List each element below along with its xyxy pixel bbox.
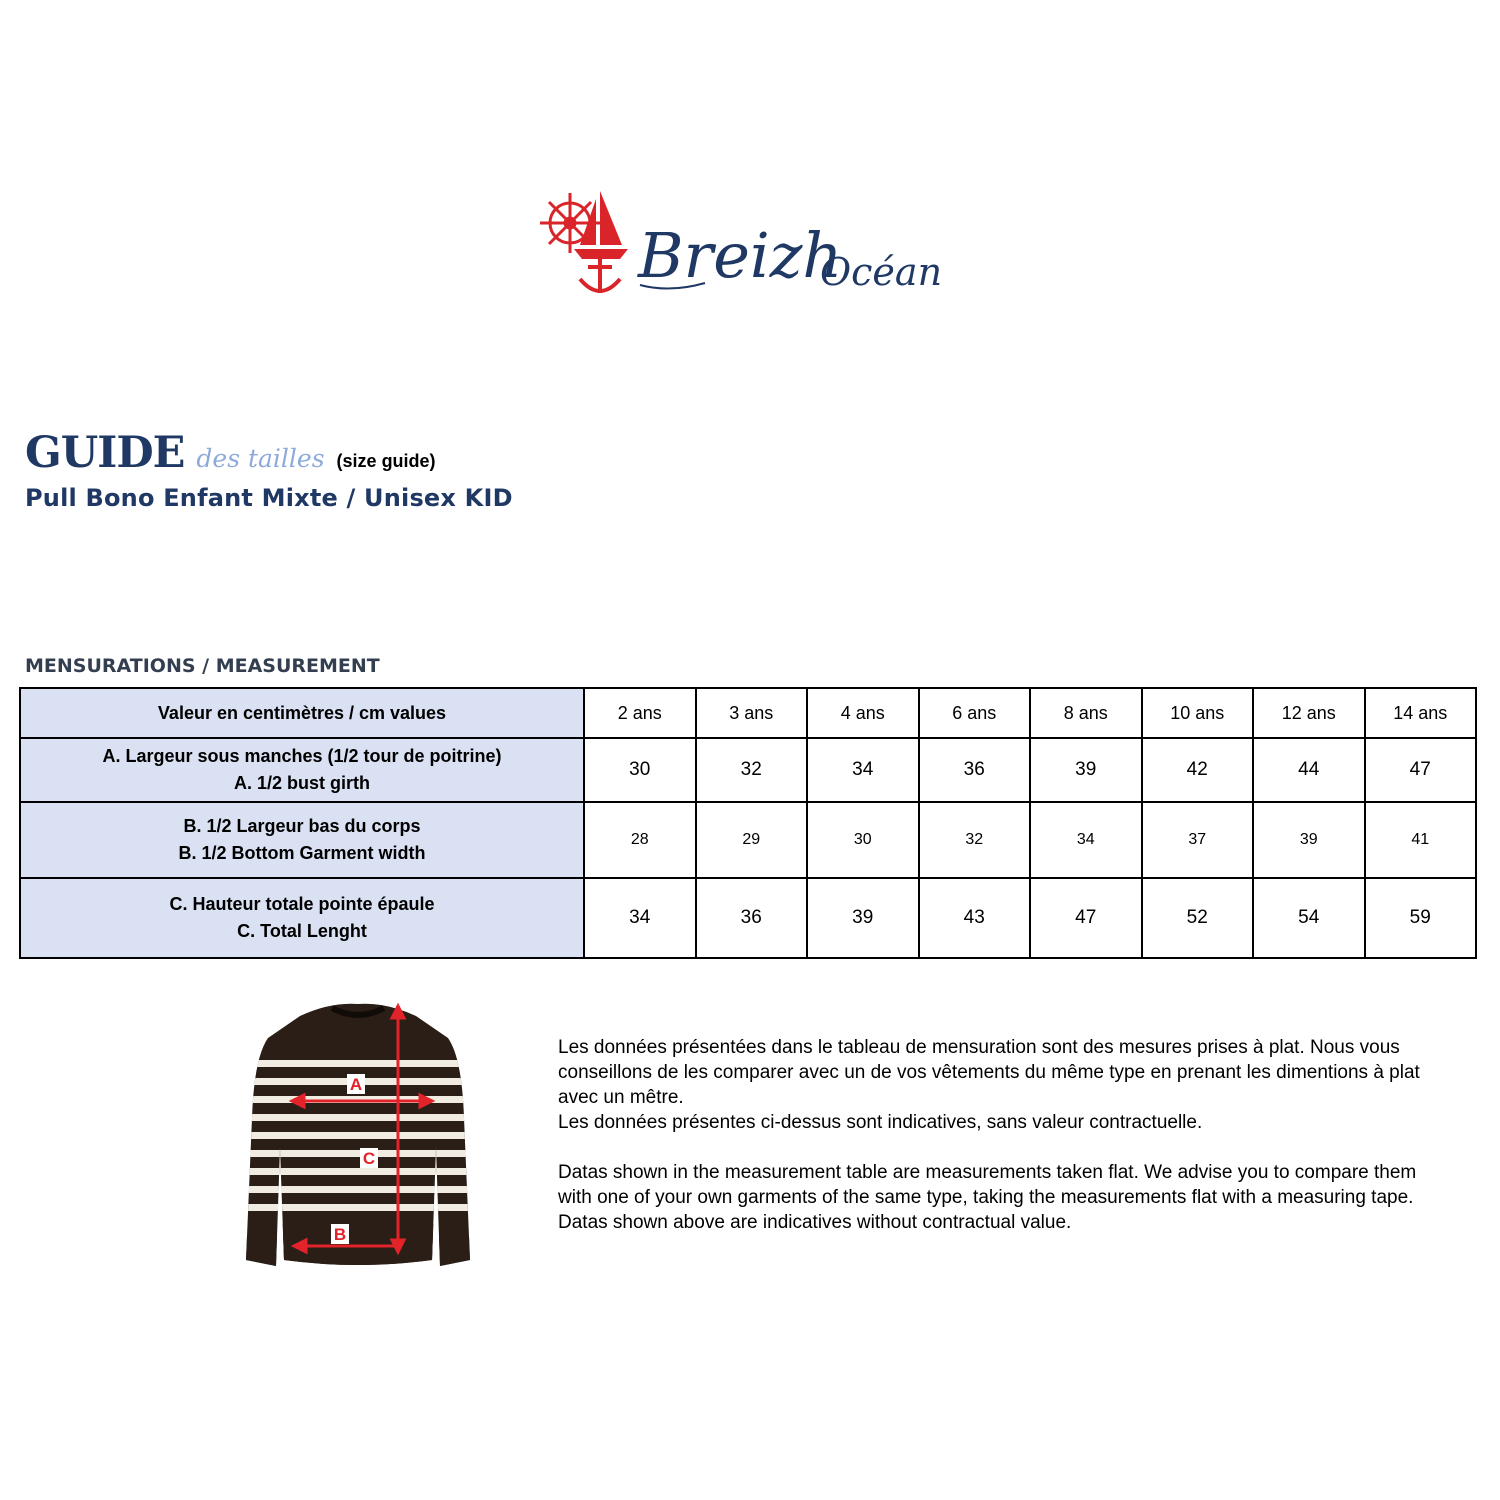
note-fr-2: Les données présentes ci-dessus sont indicatives, sans valeur contractuelle. bbox=[558, 1112, 1203, 1133]
table-cell: 28 bbox=[584, 802, 696, 878]
table-cell: 59 bbox=[1365, 878, 1477, 958]
anchor-icon bbox=[580, 259, 620, 293]
table-cell: 34 bbox=[807, 738, 919, 802]
table-cell: 54 bbox=[1253, 878, 1365, 958]
size-header: 4 ans bbox=[807, 688, 919, 738]
table-row bbox=[20, 878, 1476, 958]
table-cell: 43 bbox=[919, 878, 1031, 958]
size-header: 2 ans bbox=[584, 688, 696, 738]
row-label-fr: A. Largeur sous manches (1/2 tour de poitrine) bbox=[102, 746, 502, 766]
table-cell: 36 bbox=[696, 878, 808, 958]
brand-logo bbox=[540, 185, 960, 310]
row-label-en: B. 1/2 Bottom Garment width bbox=[178, 843, 426, 863]
header-label: Valeur en centimètres / cm values bbox=[20, 688, 584, 738]
row-label-fr: B. 1/2 Largeur bas du corps bbox=[183, 816, 421, 836]
row-label-en: A. 1/2 bust girth bbox=[233, 773, 370, 793]
table-cell: 34 bbox=[584, 878, 696, 958]
row-label-fr: C. Hauteur totale pointe épaule bbox=[169, 894, 435, 914]
notes-block bbox=[558, 1035, 1438, 1235]
size-header: 14 ans bbox=[1365, 688, 1477, 738]
sweater-diagram bbox=[240, 998, 475, 1278]
table-cell: 32 bbox=[919, 802, 1031, 878]
title-row bbox=[25, 428, 513, 478]
brand-name-small: Océan bbox=[820, 250, 943, 294]
table-cell: 34 bbox=[1030, 802, 1142, 878]
table-cell: 47 bbox=[1030, 878, 1142, 958]
row-label bbox=[20, 878, 584, 958]
table-header-row bbox=[20, 688, 1476, 738]
table-cell: 44 bbox=[1253, 738, 1365, 802]
row-label bbox=[20, 802, 584, 878]
section-label: MENSURATIONS / MEASUREMENT bbox=[25, 655, 380, 677]
sailboat-icon bbox=[574, 191, 628, 259]
label-c: C bbox=[362, 1149, 376, 1168]
size-header: 12 ans bbox=[1253, 688, 1365, 738]
table-cell: 41 bbox=[1365, 802, 1477, 878]
page-heading bbox=[25, 428, 513, 512]
table-cell: 30 bbox=[584, 738, 696, 802]
table-cell: 29 bbox=[696, 802, 808, 878]
table-cell: 47 bbox=[1365, 738, 1477, 802]
table-cell: 52 bbox=[1142, 878, 1254, 958]
note-en-1: Datas shown in the measurement table are measurements taken flat. We advise you to compare them with one of your own garments of the same type, taking the measurements flat with a measuring tape. bbox=[558, 1162, 1417, 1208]
title-des-tailles: des tailles bbox=[196, 444, 325, 473]
row-label bbox=[20, 738, 584, 802]
title-size-guide: (size guide) bbox=[336, 451, 436, 471]
breizh-ocean-logo bbox=[540, 185, 960, 310]
label-a: A bbox=[349, 1075, 363, 1094]
size-header: 10 ans bbox=[1142, 688, 1254, 738]
note-fr-1: Les données présentées dans le tableau de mensuration sont des mesures prises à plat. Nous vous conseillons de les comparer avec un de vos vêtements du même type en prenant les dimentions à plat avec un mêtre. bbox=[558, 1037, 1420, 1108]
table-cell: 37 bbox=[1142, 802, 1254, 878]
title-guide: GUIDE bbox=[25, 428, 185, 478]
table-cell: 42 bbox=[1142, 738, 1254, 802]
row-label-en: C. Total Lenght bbox=[237, 921, 367, 941]
size-table bbox=[19, 687, 1477, 959]
brand-name-script: Breizh bbox=[638, 219, 843, 292]
size-header: 8 ans bbox=[1030, 688, 1142, 738]
striped-sweater-image bbox=[240, 998, 475, 1278]
product-subtitle: Pull Bono Enfant Mixte / Unisex KID bbox=[25, 484, 513, 512]
table-cell: 39 bbox=[807, 878, 919, 958]
size-header: 6 ans bbox=[919, 688, 1031, 738]
size-header: 3 ans bbox=[696, 688, 808, 738]
table-cell: 39 bbox=[1030, 738, 1142, 802]
table-cell: 39 bbox=[1253, 802, 1365, 878]
table-row bbox=[20, 738, 1476, 802]
table-cell: 36 bbox=[919, 738, 1031, 802]
table-row bbox=[20, 802, 1476, 878]
table-cell: 32 bbox=[696, 738, 808, 802]
note-en-2: Datas shown above are indicatives without contractual value. bbox=[558, 1212, 1072, 1233]
label-b: B bbox=[333, 1225, 347, 1244]
table-cell: 30 bbox=[807, 802, 919, 878]
